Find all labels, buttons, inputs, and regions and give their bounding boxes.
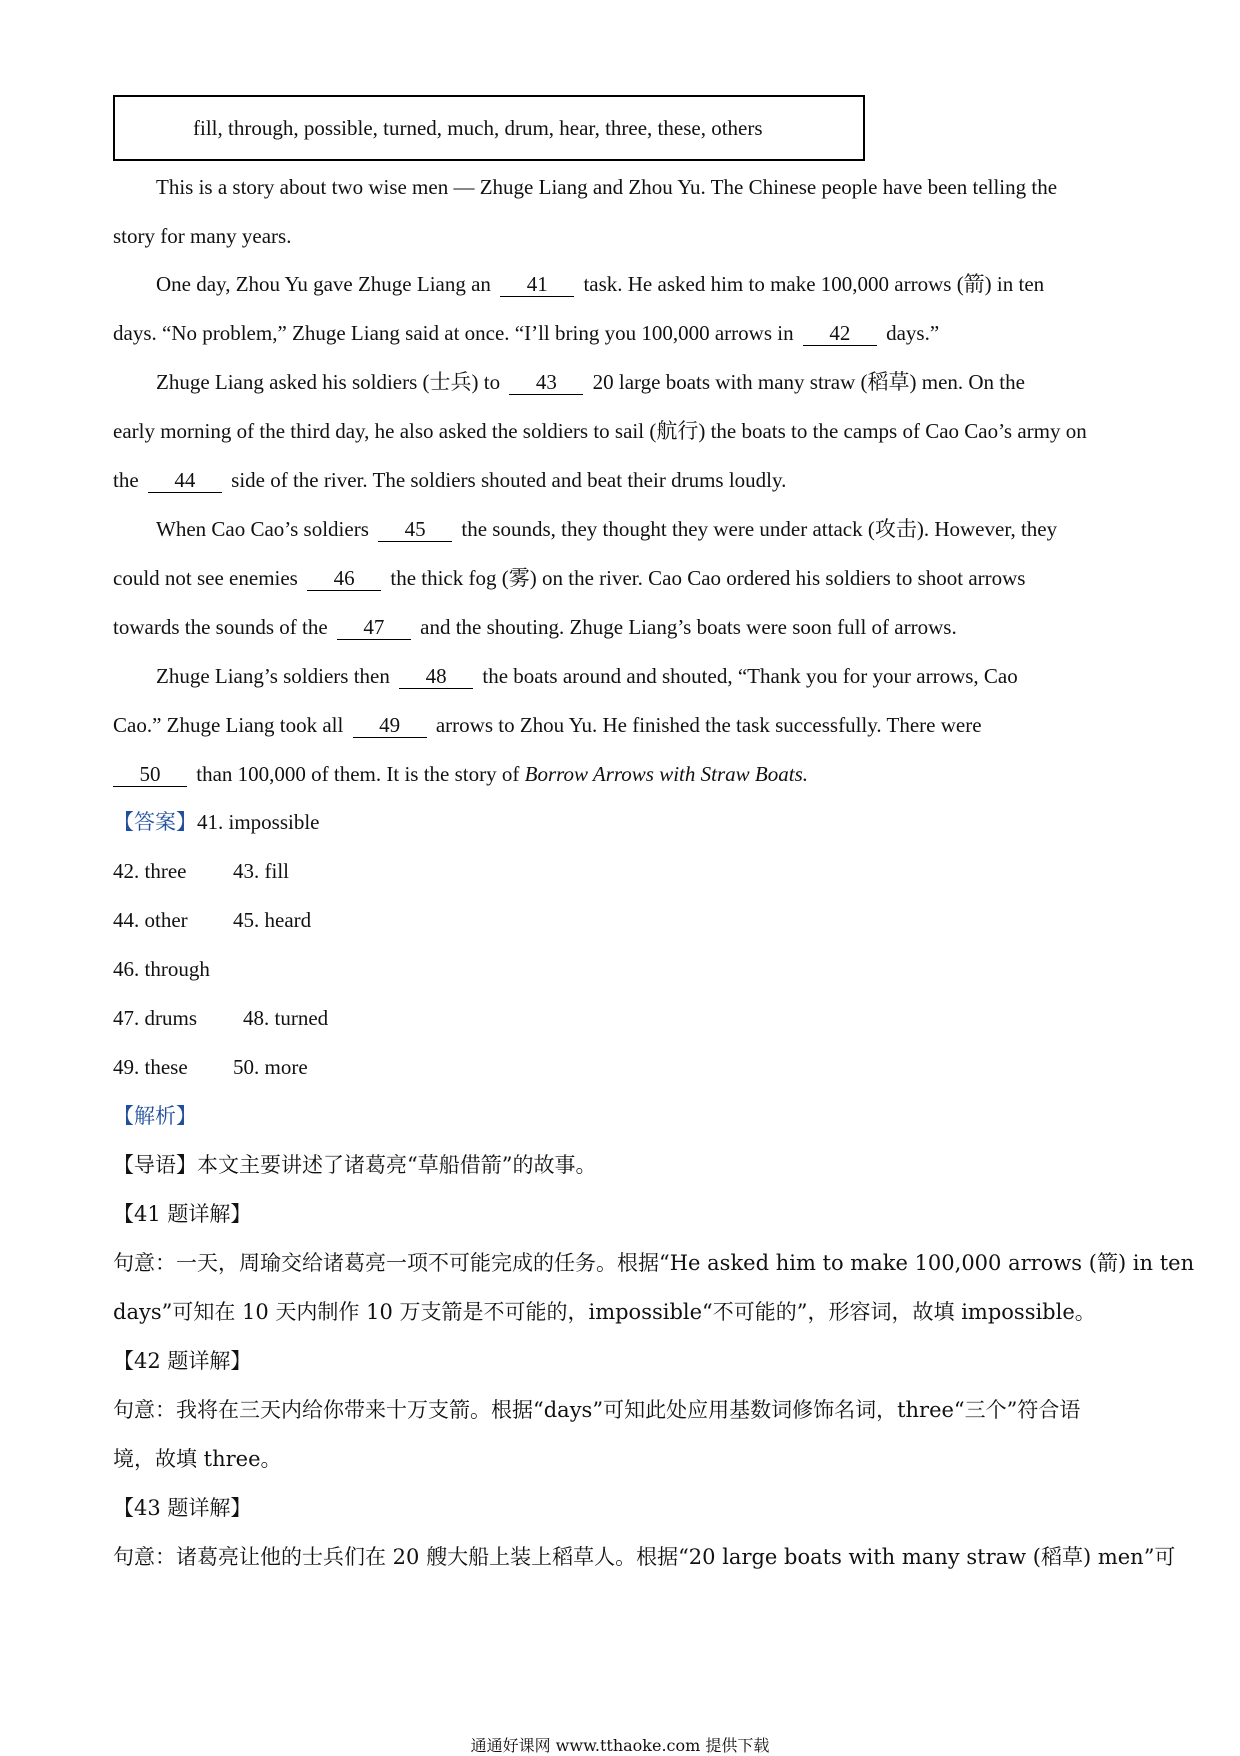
word-bank-text: fill, through, possible, turned, much, drum, hear, three, these, others — [193, 115, 763, 140]
text: and the shouting. Zhuge Liang’s boats were soon full of arrows. — [420, 615, 957, 639]
answer-48: 48. turned — [243, 1006, 329, 1030]
para1-line2: story for many years. — [113, 224, 292, 248]
detail-42-line1: 句意：我将在三天内给你带来十万支箭。根据“days”可知此处应用基数词修饰名词，three“三个”符合语 — [113, 1398, 1081, 1422]
text: days.” — [886, 321, 940, 345]
answer-41: 41. impossible — [197, 810, 320, 834]
text: 20 large boats with many straw (稻草) men. On the — [592, 370, 1025, 394]
text: When Cao Cao’s soldiers — [156, 517, 369, 541]
answer-47: 47. drums — [113, 1006, 197, 1030]
detail-41-line2: days”可知在 10 天内制作 10 万支箭是不可能的，impossible“不可能的”，形容词，故填 impossible。 — [113, 1300, 1096, 1324]
word-bank-box — [113, 95, 865, 161]
text: One day, Zhou Yu gave Zhuge Liang an — [156, 272, 491, 296]
answer-45: 45. heard — [233, 908, 312, 932]
answer-42: 42. three — [113, 859, 187, 883]
answer-50: 50. more — [233, 1055, 308, 1079]
text: the thick fog (雾) on the river. Cao Cao ordered his soldiers to shoot arrows — [390, 566, 1026, 590]
blank-47[interactable]: 47 — [337, 616, 411, 640]
blank-45[interactable]: 45 — [378, 518, 452, 542]
text: Zhuge Liang asked his soldiers (士兵) to — [156, 370, 501, 394]
answer-line-4: 46. through — [113, 957, 210, 981]
detail-42-line2: 境，故填 three。 — [113, 1447, 282, 1471]
text: the — [113, 468, 139, 492]
text: arrows to Zhou Yu. He finished the task successfully. There were — [435, 713, 982, 737]
blank-44[interactable]: 44 — [148, 469, 222, 493]
answer-line-2 — [113, 857, 289, 885]
detail-43-line1: 句意：诸葛亮让他的士兵们在 20 艘大船上装上稻草人。根据“20 large boats with many straw (稻草) men”可 — [113, 1545, 1176, 1569]
analysis-intro: 【导语】本文主要讲述了诸葛亮“草船借箭”的故事。 — [113, 1153, 597, 1177]
text: Cao.” Zhuge Liang took all — [113, 713, 344, 737]
answer-49: 49. these — [113, 1055, 188, 1079]
text: side of the river. The soldiers shouted and beat their drums loudly. — [231, 468, 787, 492]
para5-line1 — [156, 662, 1018, 690]
detail-heading-41: 【41 题详解】 — [113, 1202, 252, 1226]
story-title: Borrow Arrows with Straw Boats. — [524, 762, 808, 786]
text: days. “No problem,” Zhuge Liang said at once. “I’ll bring you 100,000 arrows in — [113, 321, 794, 345]
para5-line3 — [113, 760, 808, 788]
analysis-tag: 【解析】 — [113, 1104, 197, 1128]
para5-line2 — [113, 711, 982, 739]
detail-heading-43: 【43 题详解】 — [113, 1496, 252, 1520]
detail-heading-42: 【42 题详解】 — [113, 1349, 252, 1373]
para2-line2 — [113, 319, 939, 347]
text: than 100,000 of them. It is the story of — [196, 762, 520, 786]
answer-tag: 【答案】 — [113, 810, 197, 834]
blank-41[interactable]: 41 — [500, 273, 574, 297]
answer-43: 43. fill — [233, 859, 289, 883]
para1-line1: This is a story about two wise men — Zhuge Liang and Zhou Yu. The Chinese people have been telling the — [156, 175, 1058, 199]
para3-line3 — [113, 466, 786, 494]
text: the boats around and shouted, “Thank you for your arrows, Cao — [482, 664, 1018, 688]
blank-50[interactable]: 50 — [113, 763, 187, 787]
text: Zhuge Liang’s soldiers then — [156, 664, 390, 688]
para3-line1 — [156, 368, 1025, 396]
answer-line-1 — [113, 808, 320, 836]
detail-41-line1: 句意：一天，周瑜交给诸葛亮一项不可能完成的任务。根据“He asked him to make 100,000 arrows (箭) in ten — [113, 1251, 1195, 1275]
answer-line-3 — [113, 906, 311, 934]
blank-46[interactable]: 46 — [307, 567, 381, 591]
text: towards the sounds of the — [113, 615, 328, 639]
blank-49[interactable]: 49 — [353, 714, 427, 738]
answer-line-5 — [113, 1004, 328, 1032]
blank-43[interactable]: 43 — [509, 371, 583, 395]
para4-line1 — [156, 515, 1057, 543]
text: could not see enemies — [113, 566, 298, 590]
text: task. He asked him to make 100,000 arrows (箭) in ten — [583, 272, 1045, 296]
para4-line2 — [113, 564, 1025, 592]
blank-48[interactable]: 48 — [399, 665, 473, 689]
answer-line-6 — [113, 1053, 308, 1081]
blank-42[interactable]: 42 — [803, 322, 877, 346]
answer-44: 44. other — [113, 908, 188, 932]
para3-line2: early morning of the third day, he also asked the soldiers to sail (航行) the boats to the camps of Cao Cao’s army on — [113, 419, 1087, 443]
para2-line1 — [156, 270, 1044, 298]
text: the sounds, they thought they were under attack (攻击). However, they — [461, 517, 1058, 541]
para4-line3 — [113, 613, 957, 641]
footer-credit: 通通好课网 www.tthaoke.com 提供下载 — [470, 1736, 770, 1755]
